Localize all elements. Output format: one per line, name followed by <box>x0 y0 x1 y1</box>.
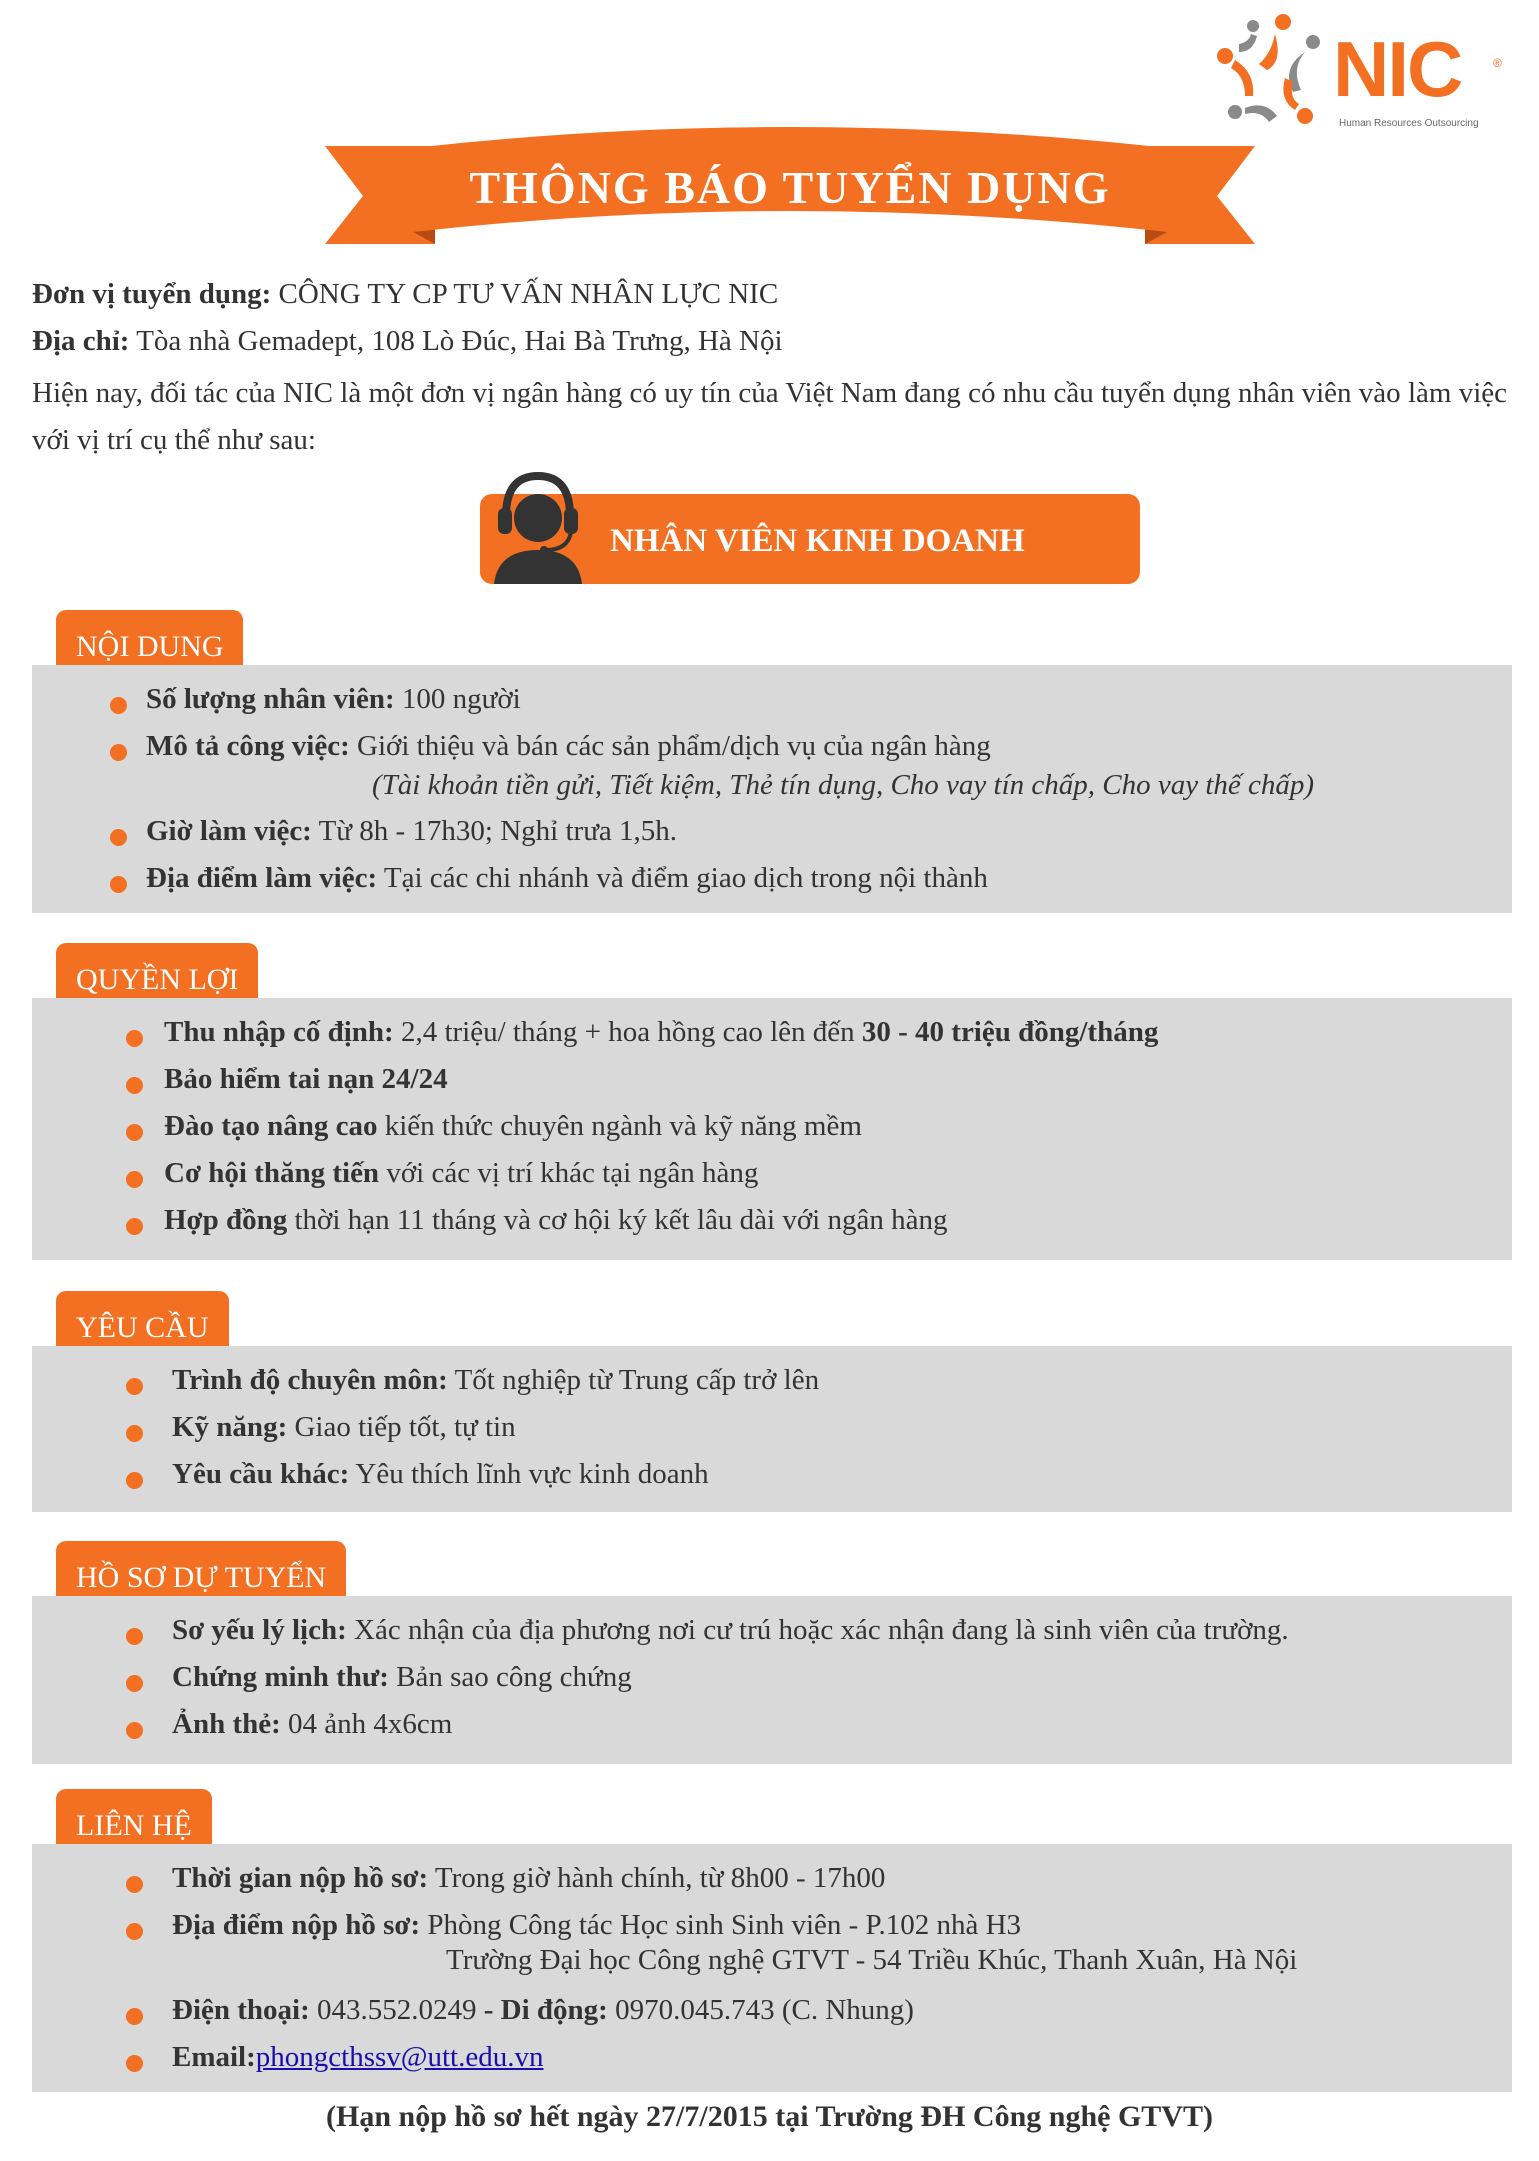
phone-value: 043.552.0249 <box>317 1994 477 2026</box>
benefit-promotion-row <box>164 1157 758 1190</box>
place-value-line2: Trường Đại học Công nghệ GTVT - 54 Triều Khúc, Thanh Xuân, Hà Nội <box>446 1944 1298 1976</box>
promotion-value: với các vị trí khác tại ngân hàng <box>386 1157 759 1189</box>
section-tab-documents: HỒ SƠ DỰ TUYỂN <box>56 1541 346 1607</box>
recruiting-unit-value: CÔNG TY CP TƯ VẤN NHÂN LỰC NIC <box>278 278 779 310</box>
address-value: Tòa nhà Gemadept, 108 Lò Đúc, Hai Bà Trưng, Hà Nội <box>136 325 783 357</box>
level-value: Tốt nghiệp từ Trung cấp trở lên <box>454 1364 820 1396</box>
bullet-icon <box>110 829 127 846</box>
section-tab-requirements: YÊU CẦU <box>56 1291 229 1357</box>
section-tab-contact: LIÊN HỆ <box>56 1789 212 1855</box>
bullet-icon <box>126 1077 143 1094</box>
doc-id-row <box>172 1661 632 1694</box>
job-label: Mô tả công việc: <box>146 730 350 762</box>
section-tab-content: NỘI DUNG <box>56 610 243 676</box>
income-value: 2,4 triệu/ tháng + hoa hồng cao lên đến <box>400 1016 855 1048</box>
logo-tagline: Human Resources Outsourcing <box>1339 118 1479 129</box>
intro-description: Hiện nay, đối tác của NIC là một đơn vị ngân hàng có uy tín của Việt Nam đang có nhu cầu tuyển dụng nhân viên vào làm việc với vị trí cụ thể như sau: <box>32 377 1507 456</box>
headset-agent-icon <box>488 466 588 584</box>
training-value: kiến thức chuyên ngành và kỹ năng mềm <box>384 1110 862 1142</box>
email-link[interactable]: phongcthssv@utt.edu.vn <box>255 2041 544 2073</box>
address-label: Địa chỉ: <box>32 325 130 357</box>
bullet-icon <box>126 1876 143 1893</box>
hours-label: Giờ làm việc: <box>146 815 312 847</box>
other-label: Yêu cầu khác: <box>172 1458 350 1490</box>
contract-value: thời hạn 11 tháng và cơ hội ký kết lâu dài với ngân hàng <box>294 1204 948 1236</box>
logo-registered-mark: ® <box>1493 56 1502 70</box>
hours-value: Từ 8h - 17h30; Nghỉ trưa 1,5h. <box>318 815 678 847</box>
cv-label: Sơ yếu lý lịch: <box>172 1614 347 1646</box>
bullet-icon <box>126 1030 143 1047</box>
section-panel-content <box>32 665 1512 913</box>
logo-brand: NIC <box>1333 25 1462 113</box>
section-panel-benefits <box>32 998 1512 1260</box>
content-hours-row <box>146 815 677 848</box>
mobile-separator: - <box>483 1994 494 2026</box>
time-value: Trong giờ hành chính, từ 8h00 - 17h00 <box>434 1862 886 1894</box>
other-value: Yêu thích lĩnh vực kinh doanh <box>355 1458 709 1490</box>
req-level-row <box>172 1364 819 1397</box>
bullet-icon <box>110 876 127 893</box>
time-label: Thời gian nộp hồ sơ: <box>172 1862 429 1894</box>
benefit-income-row <box>164 1016 1158 1049</box>
income-label: Thu nhập cố định: <box>164 1016 394 1048</box>
promotion-label: Cơ hội thăng tiến <box>164 1157 380 1189</box>
contact-time-row <box>172 1862 885 1895</box>
section-panel-documents <box>32 1596 1512 1764</box>
content-quantity-row <box>146 683 521 716</box>
position-title: NHÂN VIÊN KINH DOANH <box>610 523 1025 559</box>
level-label: Trình độ chuyên môn: <box>172 1364 448 1396</box>
phone-label: Điện thoại: <box>172 1994 310 2026</box>
photo-label: Ảnh thẻ: <box>172 1708 281 1740</box>
bullet-icon <box>126 1378 143 1395</box>
bullet-icon <box>126 1425 143 1442</box>
recruiting-unit-label: Đơn vị tuyển dụng: <box>32 278 272 310</box>
req-skills-row <box>172 1411 516 1444</box>
email-label: Email: <box>172 2041 256 2073</box>
benefit-contract-row <box>164 1204 947 1237</box>
skills-label: Kỹ năng: <box>172 1411 288 1443</box>
doc-photo-row <box>172 1708 452 1741</box>
bullet-icon <box>126 1124 143 1141</box>
training-label: Đào tạo nâng cao <box>164 1110 378 1142</box>
req-other-row <box>172 1458 709 1491</box>
mobile-value: 0970.045.743 (C. Nhung) <box>615 1994 914 2026</box>
place-label: Địa điểm nộp hồ sơ: <box>172 1909 421 1941</box>
section-panel-requirements <box>32 1346 1512 1512</box>
bullet-icon <box>110 744 127 761</box>
insurance-label: Bảo hiểm tai nạn 24/24 <box>164 1063 448 1095</box>
contact-place-row <box>172 1909 1021 1942</box>
place-value: Phòng Công tác Học sinh Sinh viên - P.102 nhà H3 <box>427 1909 1022 1941</box>
bullet-icon <box>126 1722 143 1739</box>
bullet-icon <box>126 1628 143 1645</box>
mobile-label: Di động: <box>500 1994 608 2026</box>
banner-title: THÔNG BÁO TUYỂN DỤNG <box>469 161 1111 213</box>
skills-value: Giao tiếp tốt, tự tin <box>294 1411 516 1443</box>
income-bold: 30 - 40 triệu đồng/tháng <box>861 1016 1159 1048</box>
recruiting-unit-line <box>32 278 778 311</box>
content-job-row <box>146 730 991 763</box>
doc-cv-row <box>172 1614 1289 1647</box>
bullet-icon <box>126 2008 143 2025</box>
section-panel-contact <box>32 1844 1512 2092</box>
contact-email-row <box>172 2041 543 2074</box>
cv-value: Xác nhận của địa phương nơi cư trú hoặc xác nhận đang là sinh viên của trường. <box>354 1614 1289 1646</box>
contract-label: Hợp đồng <box>164 1204 288 1236</box>
location-label: Địa điểm làm việc: <box>146 862 378 894</box>
id-label: Chứng minh thư: <box>172 1661 389 1693</box>
title-banner <box>325 112 1255 262</box>
content-location-row <box>146 862 988 895</box>
deadline-note: (Hạn nộp hồ sơ hết ngày 27/7/2015 tại Trường ĐH Công nghệ GTVT) <box>326 2100 1213 2133</box>
bullet-icon <box>126 1171 143 1188</box>
bullet-icon <box>126 1218 143 1235</box>
quantity-label: Số lượng nhân viên: <box>146 683 395 715</box>
quantity-value: 100 người <box>401 683 521 715</box>
bullet-icon <box>126 1923 143 1940</box>
id-value: Bản sao công chứng <box>396 1661 632 1693</box>
section-tab-benefits: QUYỀN LỢI <box>56 943 258 1009</box>
bullet-icon <box>110 697 127 714</box>
job-value: Giới thiệu và bán các sản phẩm/dịch vụ của ngân hàng <box>357 730 991 762</box>
photo-value: 04 ảnh 4x6cm <box>288 1708 453 1740</box>
bullet-icon <box>126 1675 143 1692</box>
job-detail: (Tài khoản tiền gửi, Tiết kiệm, Thẻ tín dụng, Cho vay tín chấp, Cho vay thế chấp) <box>372 769 1315 801</box>
benefit-insurance-row <box>164 1063 448 1096</box>
bullet-icon <box>126 1472 143 1489</box>
contact-phone-row <box>172 1994 914 2027</box>
address-line <box>32 325 783 358</box>
location-value: Tại các chi nhánh và điểm giao dịch trong nội thành <box>383 862 988 894</box>
bullet-icon <box>126 2055 143 2072</box>
benefit-training-row <box>164 1110 862 1143</box>
